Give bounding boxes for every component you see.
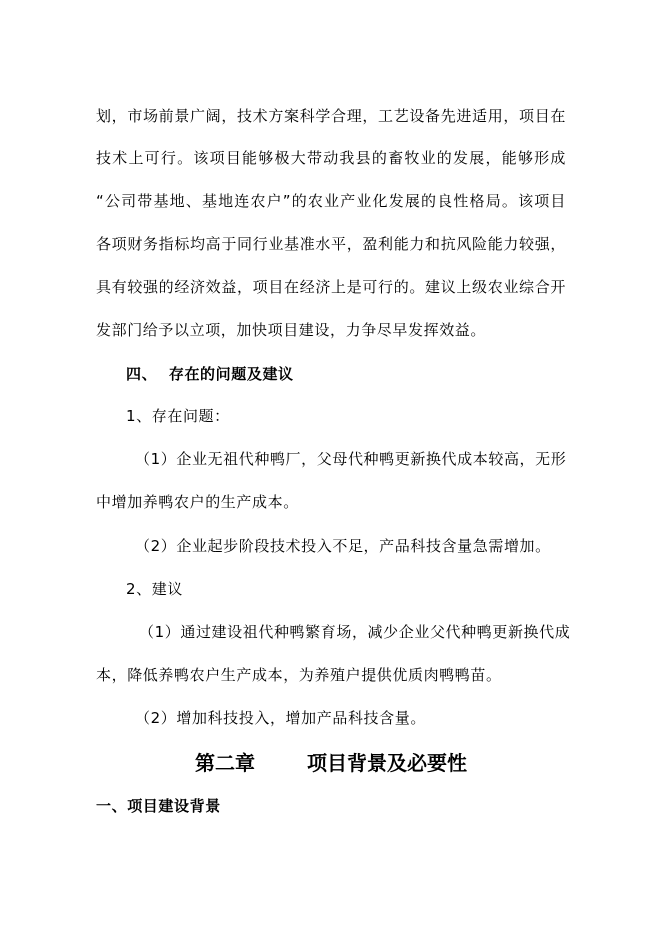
- body-text-line-4: 各项财务指标均高于同行业基准水平，盈利能力和抗风险能力较强，: [96, 235, 566, 253]
- problem-item-1-line-2: 中增加养鸭农户的生产成本。: [96, 493, 299, 511]
- body-text-line-1: 划，市场前景广阔，技术方案科学合理，工艺设备先进适用，项目在: [96, 107, 566, 125]
- problems-heading: 1、存在问题：: [126, 407, 230, 425]
- chapter-title: 项目背景及必要性: [307, 751, 467, 775]
- suggestion-item-2: （2）增加科技投入，增加产品科技含量。: [135, 709, 426, 727]
- body-text-line-3: “公司带基地、基地连农户”的农业产业化发展的良性格局。该项目: [96, 192, 566, 210]
- subsection-heading: 一、项目建设背景: [96, 797, 221, 815]
- section-4-heading: 四、 存在的问题及建议: [126, 365, 294, 383]
- problem-item-1-line-1: （1）企业无祖代种鸭厂，父母代种鸭更新换代成本较高，无形: [135, 450, 567, 468]
- body-text-line-5: 具有较强的经济效益，项目在经济上是可行的。建议上级农业综合开: [96, 278, 566, 296]
- body-text-line-2: 技术上可行。该项目能够极大带动我县的畜牧业的发展，能够形成: [96, 149, 566, 167]
- body-text-line-6: 发部门给予以立项，加快项目建设，力争尽早发挥效益。: [96, 321, 487, 339]
- chapter-number: 第二章: [195, 751, 255, 775]
- suggestion-item-1-line-1: （1）通过建设祖代种鸭繁育场，减少企业父代种鸭更新换代成: [139, 623, 571, 641]
- suggestions-heading: 2、建议: [126, 580, 183, 598]
- chapter-2-title: [0, 750, 662, 776]
- suggestion-item-1-line-2: 本，降低养鸭农户生产成本，为养殖户提供优质肉鸭鸭苗。: [96, 666, 502, 684]
- problem-item-2: （2）企业起步阶段技术投入不足，产品科技含量急需增加。: [135, 537, 551, 555]
